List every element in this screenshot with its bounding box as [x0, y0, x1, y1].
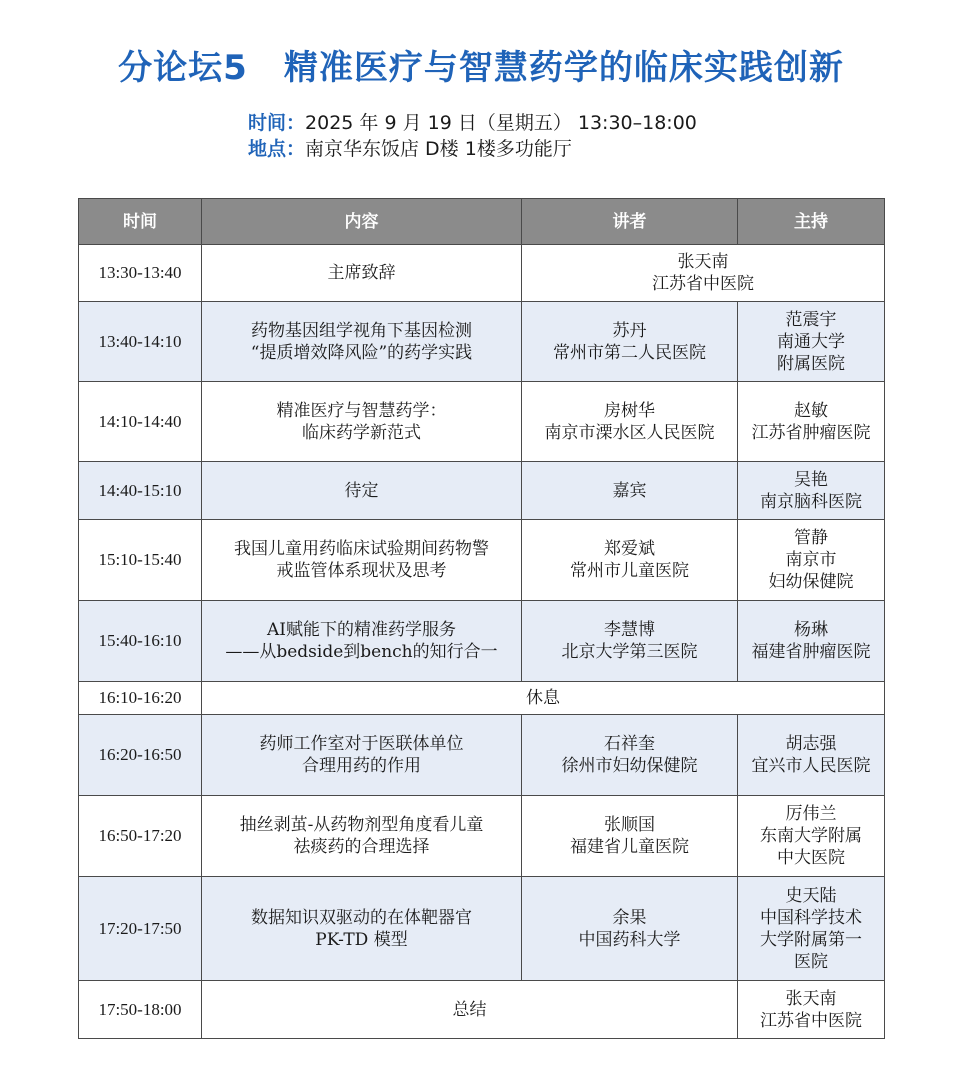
cell-host-line: 江苏省肿瘤医院 — [751, 422, 871, 443]
table-row — [79, 520, 885, 601]
cell-content — [202, 981, 738, 1039]
table-row — [79, 877, 885, 981]
cell-content — [202, 302, 522, 382]
cell-host-line: 大学附属第一 — [760, 929, 862, 950]
cell-host — [738, 981, 885, 1039]
table-row — [79, 601, 885, 682]
cell-content-line: 总结 — [452, 999, 487, 1020]
cell-host-line: 东南大学附属 — [760, 826, 862, 846]
place-value: 南京华东饭店 D楼 1楼多功能厅 — [305, 138, 572, 160]
cell-content — [202, 715, 522, 796]
table-row — [79, 715, 885, 796]
cell-time: 15:10-15:40 — [79, 520, 202, 601]
cell-content-line: 合理用药的作用 — [302, 756, 421, 776]
table-row — [79, 462, 885, 520]
cell-speaker — [522, 796, 738, 877]
cell-speaker-line: 张顺国 — [604, 815, 655, 835]
cell-host — [738, 715, 885, 796]
cell-host-line: 胡志强 — [785, 734, 837, 754]
table-row — [79, 245, 885, 302]
cell-content-line: 药物基因组学视角下基因检测 — [251, 320, 472, 341]
cell-content — [202, 682, 885, 715]
cell-content-line: 祛痰药的合理选择 — [293, 837, 430, 857]
cell-content — [202, 462, 522, 520]
cell-host-line: 妇幼保健院 — [768, 572, 854, 592]
cell-content-line: 数据知识双驱动的在体靶器官 — [251, 907, 472, 928]
time-info — [248, 110, 697, 136]
cell-speaker-line: 房树华 — [604, 400, 655, 421]
time-value: 2025 年 9 月 19 日（星期五） 13:30–18:00 — [305, 112, 697, 134]
cell-content — [202, 382, 522, 462]
cell-time: 15:40-16:10 — [79, 601, 202, 682]
cell-content — [202, 877, 522, 981]
cell-host-line: 管静 — [794, 528, 828, 548]
cell-time: 16:50-17:20 — [79, 796, 202, 877]
cell-speaker-line: 李慧博 — [604, 620, 655, 640]
cell-content-line: 待定 — [344, 480, 379, 501]
cell-host-line: 杨琳 — [794, 620, 828, 640]
cell-host-line: 宜兴市人民医院 — [751, 756, 871, 776]
cell-speaker — [522, 520, 738, 601]
cell-speaker-line: 北京大学第三医院 — [561, 642, 698, 662]
cell-speaker-line: 余果 — [612, 907, 647, 928]
cell-host — [738, 462, 885, 520]
cell-content — [202, 245, 522, 302]
cell-time: 14:40-15:10 — [79, 462, 202, 520]
schedule-table — [78, 198, 885, 1039]
cell-time: 16:20-16:50 — [79, 715, 202, 796]
cell-speaker-line: 嘉宾 — [612, 480, 647, 501]
cell-speaker-line: 石祥奎 — [604, 734, 655, 754]
header-content: 内容 — [202, 199, 522, 245]
cell-content-line: “提质增效降风险”的药学实践 — [250, 342, 473, 363]
cell-content — [202, 520, 522, 601]
cell-host-line: 范震宇 — [785, 309, 837, 330]
table-row — [79, 796, 885, 877]
cell-content-line: 药师工作室对于医联体单位 — [259, 734, 464, 754]
cell-host-line: 附属医院 — [777, 353, 845, 374]
table-row — [79, 302, 885, 382]
cell-speaker-line: 中国药科大学 — [578, 929, 681, 950]
cell-time: 17:20-17:50 — [79, 877, 202, 981]
cell-content-line: AI赋能下的精准药学服务 — [267, 620, 456, 640]
cell-content-line: 戒监管体系现状及思考 — [276, 561, 447, 581]
cell-time: 13:30-13:40 — [79, 245, 202, 302]
cell-speaker-line: 常州市儿童医院 — [570, 561, 689, 581]
table-row — [79, 682, 885, 715]
cell-host-line: 南京市 — [785, 550, 837, 570]
cell-speaker-line: 南京市溧水区人民医院 — [544, 422, 715, 443]
cell-content-line: 主席致辞 — [327, 263, 396, 283]
cell-host-line: 医院 — [794, 951, 828, 972]
cell-speaker — [522, 382, 738, 462]
table-row — [79, 382, 885, 462]
cell-host-line: 厉伟兰 — [785, 804, 837, 824]
cell-host — [738, 302, 885, 382]
cell-speaker-line: 徐州市妇幼保健院 — [561, 756, 698, 776]
cell-host-line: 赵敏 — [794, 400, 828, 421]
cell-host-line: 南京脑科医院 — [760, 491, 862, 512]
table-row — [79, 981, 885, 1039]
cell-speaker — [522, 302, 738, 382]
cell-speaker — [522, 877, 738, 981]
cell-speaker-line: 福建省儿童医院 — [570, 837, 689, 857]
cell-host-line: 江苏省中医院 — [760, 1010, 862, 1031]
cell-speaker — [522, 462, 738, 520]
cell-host — [738, 382, 885, 462]
cell-content-line: PK-TD 模型 — [315, 929, 408, 950]
cell-host-line: 南通大学 — [777, 331, 845, 352]
cell-content-line: ——从bedside到bench的知行合一 — [225, 642, 498, 662]
place-info — [248, 136, 572, 162]
page-title — [0, 40, 962, 89]
forum-number: 分论坛5 — [118, 48, 248, 88]
cell-content-line: 休息 — [526, 688, 560, 708]
cell-host — [738, 520, 885, 601]
cell-speaker-line: 常州市第二人民医院 — [553, 342, 706, 363]
cell-host — [738, 877, 885, 981]
cell-host-line: 史天陆 — [785, 885, 837, 906]
forum-title: 精准医疗与智慧药学的临床实践创新 — [283, 48, 844, 88]
table-header-row — [79, 199, 885, 245]
cell-time: 17:50-18:00 — [79, 981, 202, 1039]
cell-speaker-line: 郑爱斌 — [604, 539, 655, 559]
header-speaker: 讲者 — [522, 199, 738, 245]
cell-speaker-line: 苏丹 — [612, 320, 647, 341]
time-label: 时间： — [248, 112, 306, 134]
cell-time: 14:10-14:40 — [79, 382, 202, 462]
cell-content-line: 精准医疗与智慧药学： — [276, 400, 447, 421]
cell-content-line: 我国儿童用药临床试验期间药物警 — [234, 539, 489, 559]
place-label: 地点： — [248, 138, 306, 160]
cell-speaker — [522, 601, 738, 682]
header-host: 主持 — [738, 199, 885, 245]
cell-host-line: 中国科学技术 — [760, 907, 862, 928]
cell-time: 16:10-16:20 — [79, 682, 202, 715]
cell-host-line: 福建省肿瘤医院 — [751, 642, 871, 662]
cell-host — [738, 796, 885, 877]
cell-time: 13:40-14:10 — [79, 302, 202, 382]
cell-content — [202, 796, 522, 877]
cell-host — [738, 601, 885, 682]
cell-content-line: 抽丝剥茧-从药物剂型角度看儿童 — [239, 815, 484, 835]
cell-content — [202, 601, 522, 682]
cell-speaker — [522, 245, 885, 302]
cell-speaker — [522, 715, 738, 796]
cell-speaker-line: 张天南 — [677, 252, 729, 272]
header-time: 时间 — [79, 199, 202, 245]
cell-host-line: 中大医院 — [777, 848, 845, 868]
cell-host-line: 吴艳 — [794, 469, 828, 490]
cell-host-line: 张天南 — [785, 988, 837, 1009]
cell-speaker-line: 江苏省中医院 — [652, 274, 754, 294]
cell-content-line: 临床药学新范式 — [302, 422, 421, 443]
